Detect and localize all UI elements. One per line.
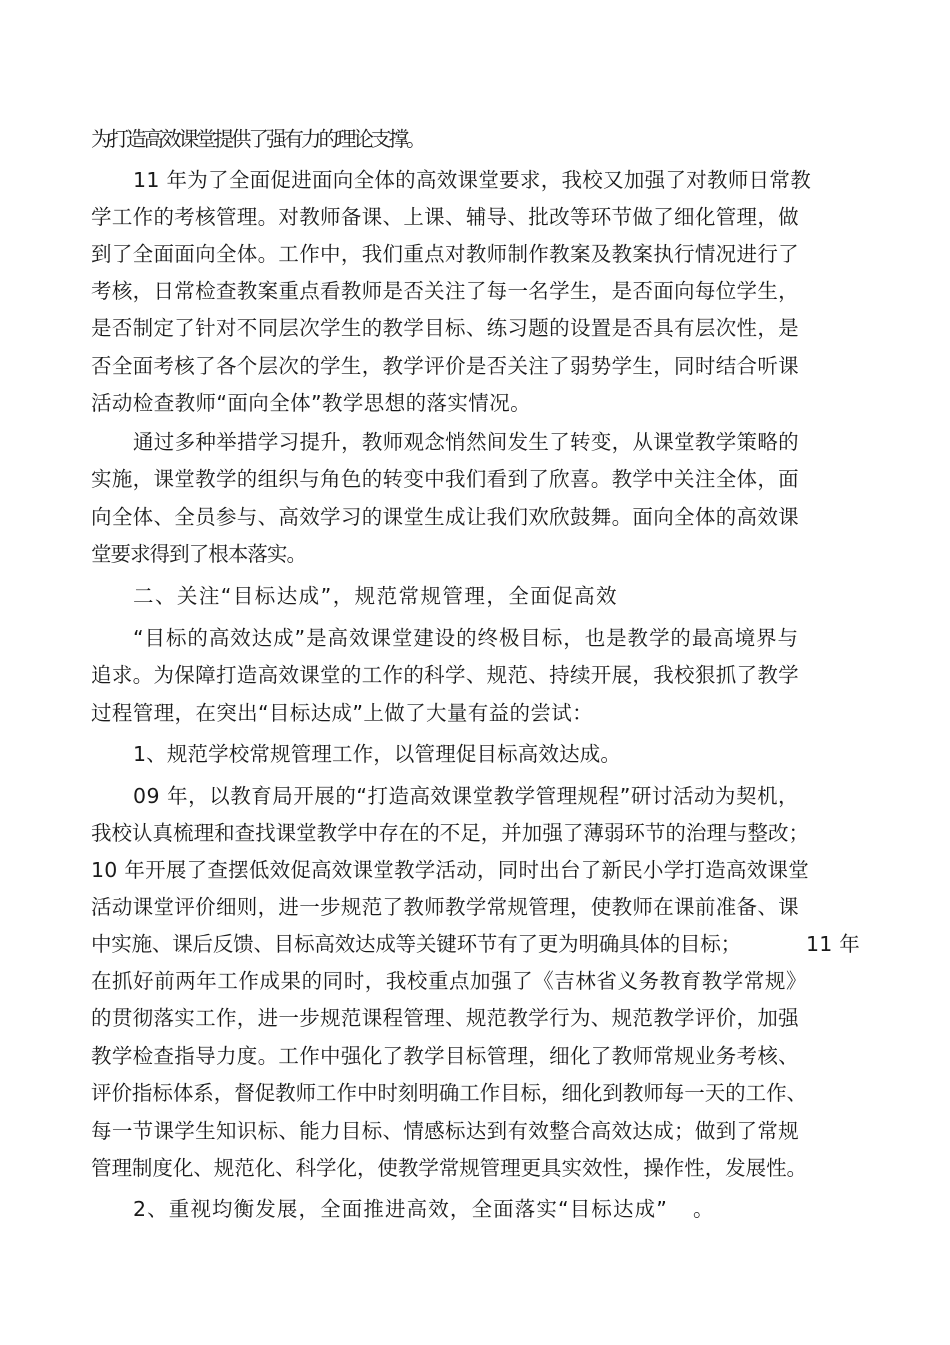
text-line: 否全面考核了各个层次的学生，教学评价是否关注了弱势学生，同时结合听课 — [91, 354, 799, 378]
section-heading: 二、关注“目标达成”，规范常规管理，全面促高效 — [133, 584, 618, 608]
trailing-punctuation: 。 — [693, 1197, 714, 1221]
text-line: 10 年开展了查摆低效促高效课堂教学活动，同时出台了新民小学打造高效课堂 — [91, 858, 809, 882]
text-line: 过程管理，在突出“目标达成”上做了大量有益的尝试： — [91, 701, 593, 725]
subsection-heading: 2、重视均衡发展，全面推进高效，全面落实“目标达成” — [133, 1197, 668, 1221]
text-line: 是否制定了针对不同层次学生的教学目标、练习题的设置是否具有层次性，是 — [91, 316, 799, 340]
text-line: 的贯彻落实工作，进一步规范课程管理、规范教学行为、规范教学评价，加强 — [91, 1006, 799, 1030]
text-line: 管理制度化、规范化、科学化，使教学常规管理更具实效性，操作性，发展性。 — [91, 1156, 807, 1180]
text-line: 评价指标体系，督促教师工作中时刻明确工作目标，细化到教师每一天的工作、 — [91, 1081, 807, 1105]
text-line: 实施，课堂教学的组织与角色的转变中我们看到了欣喜。教学中关注全体，面 — [91, 467, 799, 491]
text-line: 考核，日常检查教案重点看教师是否关注了每一名学生，是否面向每位学生， — [91, 279, 799, 303]
text-line: 活动课堂评价细则，进一步规范了教师教学常规管理，使教师在课前准备、课 — [91, 895, 799, 919]
text-line: 活动检查教师“面向全体”教学思想的落实情况。 — [91, 391, 531, 415]
text-line: 追求。为保障打造高效课堂的工作的科学、规范、持续开展，我校狠抓了教学 — [91, 663, 799, 687]
text-line: 在抓好前两年工作成果的同时，我校重点加强了《吉林省义务教育教学常规》 — [91, 969, 807, 993]
paragraph-first-line: 通过多种举措学习提升，教师观念悄然间发生了转变，从课堂教学策略的 — [133, 430, 799, 454]
paragraph-first-line: “目标的高效达成”是高效课堂建设的终极目标，也是教学的最高境界与 — [133, 626, 799, 650]
subsection-heading: 1、规范学校常规管理工作，以管理促目标高效达成。 — [133, 742, 621, 766]
text-line: 到了全面面向全体。工作中，我们重点对教师制作教案及教案执行情况进行了 — [91, 242, 799, 266]
text-line: 为打造高效课堂提供了强有力的理论支撑。 — [91, 127, 424, 151]
text-line: 教学检查指导力度。工作中强化了教学目标管理，细化了教师常规业务考核、 — [91, 1044, 799, 1068]
text-line: 我校认真梳理和查找课堂教学中存在的不足，并加强了薄弱环节的治理与整改； — [91, 821, 809, 845]
text-line: 向全体、全员参与、高效学习的课堂生成让我们欢欣鼓舞。面向全体的高效课 — [91, 505, 799, 529]
text-line: 每一节课学生知识标、能力目标、情感标达到有效整合高效达成；做到了常规 — [91, 1119, 799, 1143]
text-line: 中实施、课后反馈、目标高效达成等关键环节有了更为明确具体的目标； — [91, 932, 741, 956]
paragraph-first-line: 11 年为了全面促进面向全体的高效课堂要求，我校又加强了对教师日常教 — [133, 168, 811, 192]
text-line: 堂要求得到了根本落实。 — [91, 542, 306, 566]
text-line: 学工作的考核管理。对教师备课、上课、辅导、批改等环节做了细化管理，做 — [91, 205, 799, 229]
paragraph-first-line: 09 年，以教育局开展的“打造高效课堂教学管理规程”研讨活动为契机， — [133, 784, 799, 808]
year-label: 11 年 — [806, 932, 860, 956]
